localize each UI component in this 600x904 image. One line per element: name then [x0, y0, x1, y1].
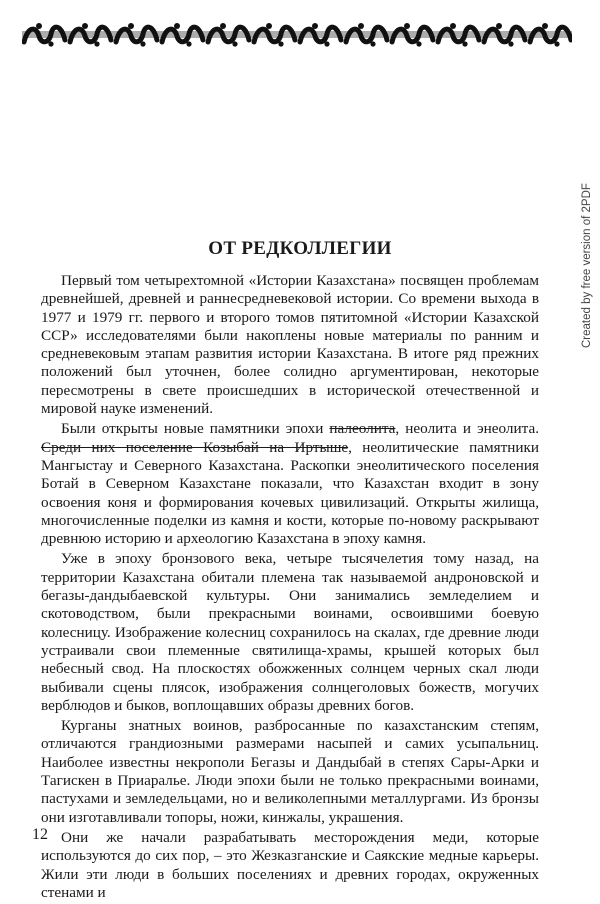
- document-body: [41, 272, 539, 904]
- paragraph-3: Уже в эпоху бронзового века, четыре тысячелетия тому назад, на территории Казахстана обитали племена так называемой андроновской и бегазы-дандыбаевской культуры. Они занимались земледелием и скотоводством, были прекрасными воинами, освоившими боевую колесницу. Изображение колесниц сохранилось на скалах, где древние люди устраивали свои племенные святилища-храмы, крышей которых был небесный свод. На плоскостях обожженных солнцем черных скал люди выбивали сцены плясок, изображения солнцеголовых божеств, могучих верблюдов и быков, воплощавших образы древних богов.: [41, 550, 539, 714]
- paragraph-1: Первый том четырехтомной «Истории Казахстана» посвящен проблемам древнейшей, древней и раннесредневековой истории. Со времени выхода в 1977 и 1979 гг. первого и второго томов пятитомной «Истории Казахской ССР» исследователями были накоплены новые материалы по ранним и средневековым этапам развития истории Казахстана. В итоге ряд прежних положений был уточнен, более солидно аргументирован, некоторые пересмотрены в свете происшедших в исторической отечественной и мировой науке изменений.: [41, 272, 539, 418]
- watermark-text: Created by free version of 2PDF: [581, 183, 593, 348]
- page-heading: ОТ РЕДКОЛЛЕГИИ: [208, 238, 392, 259]
- paragraph-2-struck-a: палеолита: [329, 420, 396, 438]
- paragraph-2: [41, 420, 539, 548]
- paragraph-2-text-a: Были открыты новые памятники эпохи: [61, 420, 330, 438]
- decorative-ornament-border: [22, 18, 572, 50]
- paragraph-2-struck-b: Среди них поселение Козыбай на Иртыше: [41, 438, 349, 456]
- paragraph-4: Курганы знатных воинов, разбросанные по казахстанским степям, отличаются грандиозными размерами насыпей и самих усыпальниц. Наиболее известны некрополи Бегазы и Дандыбай в степях Сары-Арки и Тагискен в Приаралье. Люди эпохи были не только прекрасными воинами, пастухами и земледельцами, но и великолепными металлургами. Из бронзы они изготавливали топоры, ножи, кинжалы, украшения.: [41, 717, 539, 826]
- paragraph-2-text-c: , неолитические памятники Мангыстау и Северного Казахстана. Раскопки энеолитического поселения Ботай в Северном Казахстане показали, что Казахстан входит в зону освоения коня и формирования кочевых цивилизаций. Открыты жилища, многочисленные поделки из камня и кости, которые по-новому раскрывают древнюю историю и археологию Казахстана в эпоху камня.: [41, 438, 540, 548]
- paragraph-2-text-b: , неолита и энеолита.: [395, 420, 539, 438]
- paragraph-5: Они же начали разрабатывать месторождения меди, которые используются до сих пор, – это Жезказганские и Саякские медные карьеры. Жили эти люди в больших поселениях и древних городах, окруженных стенами и: [41, 828, 539, 901]
- page-number: 12: [32, 826, 48, 843]
